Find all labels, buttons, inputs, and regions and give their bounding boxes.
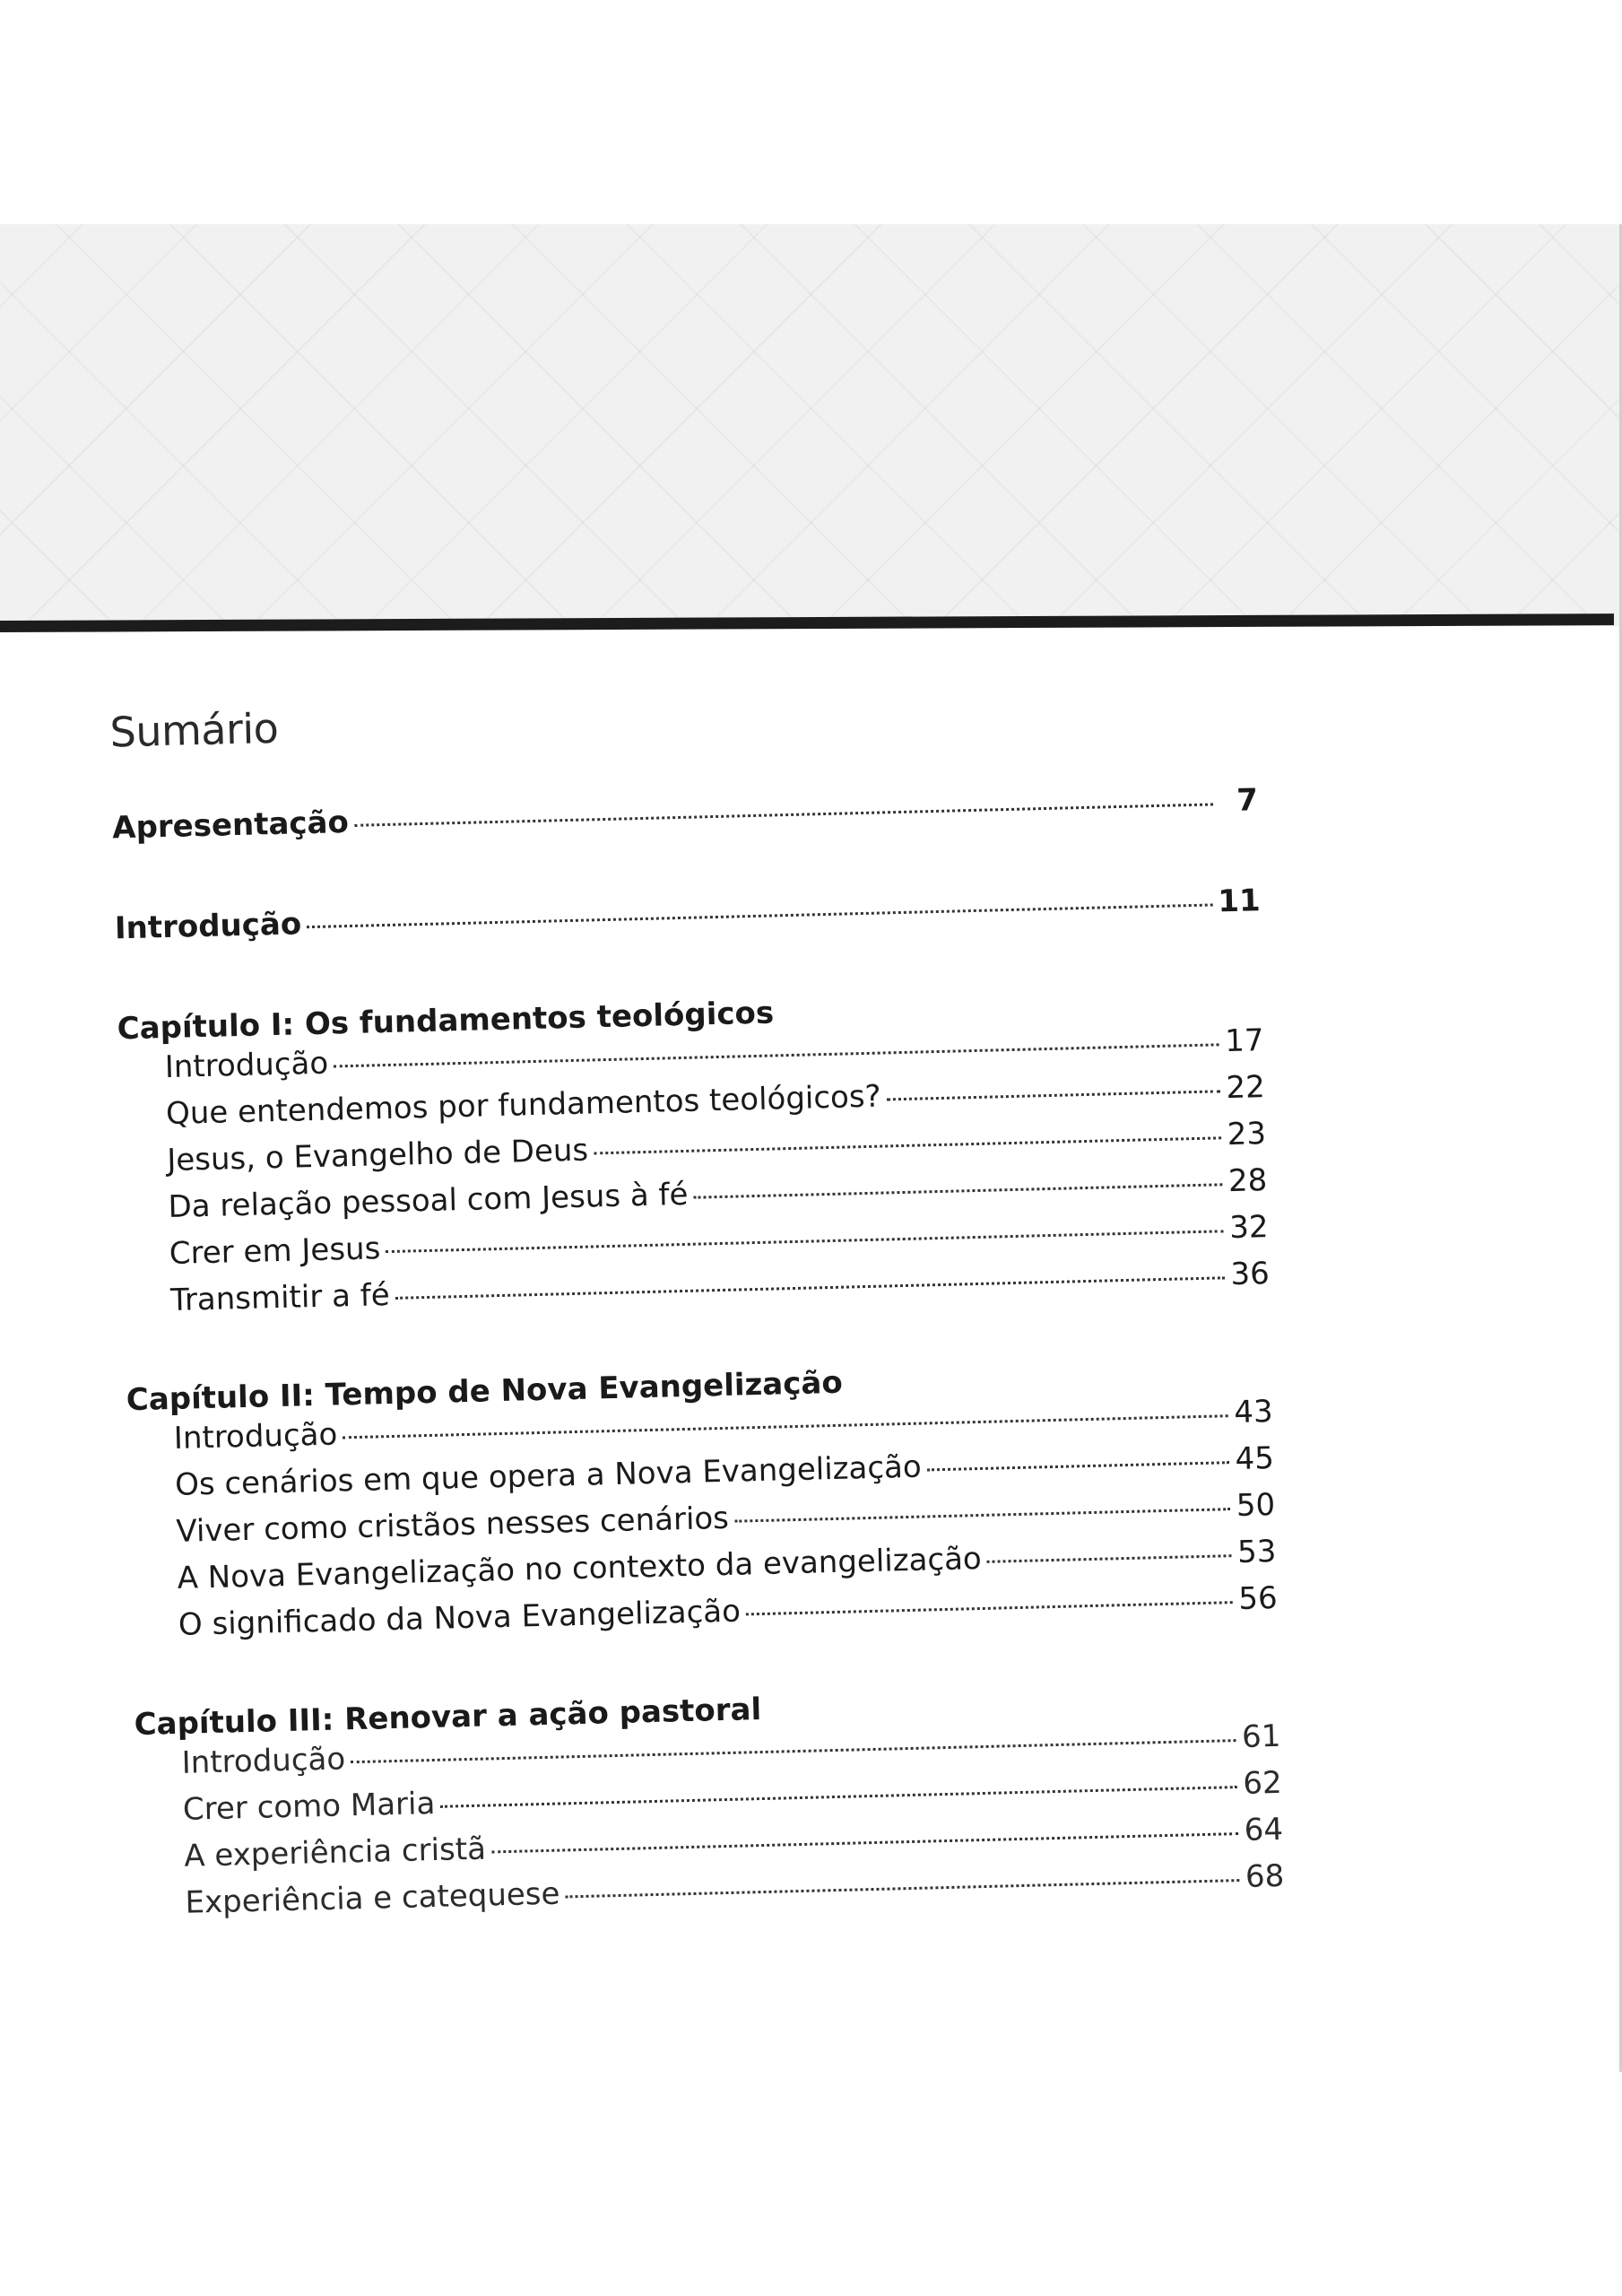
entry-label: Transmitir a fé	[169, 1277, 391, 1318]
entry-label: Introdução	[114, 906, 302, 947]
chapter-title[interactable]: Capítulo III: Renovar a ação pastoral	[134, 1692, 762, 1744]
dot-leader	[987, 1554, 1232, 1563]
dot-leader	[307, 903, 1212, 928]
entry-page: 28	[1227, 1162, 1268, 1200]
entry-label: Introdução	[173, 1416, 338, 1457]
entry-label: Os cenários em que opera a Nova Evangelização	[174, 1448, 923, 1503]
entry-label: Da relação pessoal com Jesus à fé	[168, 1176, 689, 1226]
entry-label: A experiência cristã	[183, 1831, 487, 1874]
dot-leader	[491, 1832, 1238, 1853]
dot-leader	[887, 1090, 1220, 1100]
entry-label: Crer como Maria	[182, 1785, 436, 1828]
toc-entry-introducao[interactable]	[95, 883, 1262, 947]
entry-page: 36	[1230, 1256, 1271, 1293]
chapter-3	[114, 1679, 1285, 1934]
dot-leader	[927, 1461, 1229, 1471]
entry-label: Jesus, o Evangelho de Deus	[166, 1132, 589, 1179]
entry-page: 62	[1242, 1764, 1283, 1802]
dot-leader	[334, 1043, 1219, 1067]
entry-page: 32	[1228, 1209, 1270, 1247]
entry-page: 7	[1236, 782, 1259, 819]
entry-page: 11	[1217, 883, 1262, 920]
chapter-title[interactable]: Capítulo I: Os fundamentos teológicos	[117, 995, 775, 1048]
chapter-title[interactable]: Capítulo II: Tempo de Nova Evangelização	[126, 1364, 844, 1419]
dot-leader	[395, 1276, 1225, 1300]
dot-leader	[343, 1414, 1227, 1439]
dot-leader	[354, 803, 1213, 826]
header-banner	[0, 224, 1622, 626]
entry-label: A Nova Evangelização no contexto da evangelização	[177, 1540, 983, 1596]
toc-entry-apresentacao[interactable]	[92, 782, 1259, 847]
entry-page: 64	[1244, 1811, 1284, 1848]
entry-page: 50	[1236, 1486, 1276, 1525]
entry-label: Experiência e catequese	[185, 1875, 560, 1921]
entry-label: Introdução	[181, 1741, 346, 1781]
page-title: Sumário	[108, 703, 279, 757]
entry-page: 68	[1245, 1857, 1285, 1895]
dot-leader	[746, 1601, 1233, 1615]
entry-label: Introdução	[164, 1045, 329, 1086]
chapter-2	[106, 1354, 1278, 1656]
dot-leader	[594, 1136, 1221, 1154]
entry-page: 53	[1236, 1533, 1277, 1570]
table-of-contents	[90, 680, 1286, 1985]
entry-page: 61	[1241, 1718, 1281, 1755]
entry-label: O significado da Nova Evangelização	[178, 1593, 742, 1643]
dot-leader	[734, 1508, 1230, 1523]
chapter-1	[97, 983, 1270, 1331]
dot-leader	[693, 1183, 1222, 1198]
entry-page: 17	[1224, 1022, 1264, 1060]
entry-page: 56	[1237, 1579, 1279, 1617]
dot-leader	[565, 1879, 1239, 1898]
entry-page: 23	[1227, 1116, 1267, 1153]
dot-leader	[351, 1739, 1236, 1763]
entry-page: 43	[1233, 1394, 1274, 1431]
dot-leader	[386, 1230, 1223, 1253]
dot-leader	[440, 1786, 1236, 1808]
entry-label: Que entendemos por fundamentos teológicos?	[165, 1078, 882, 1133]
entry-page: 45	[1235, 1439, 1275, 1478]
entry-label: Viver como cristãos nesses cenários	[175, 1500, 730, 1550]
entry-label: Apresentação	[111, 804, 350, 847]
entry-page: 22	[1225, 1069, 1266, 1107]
entry-label: Crer em Jesus	[169, 1231, 381, 1273]
